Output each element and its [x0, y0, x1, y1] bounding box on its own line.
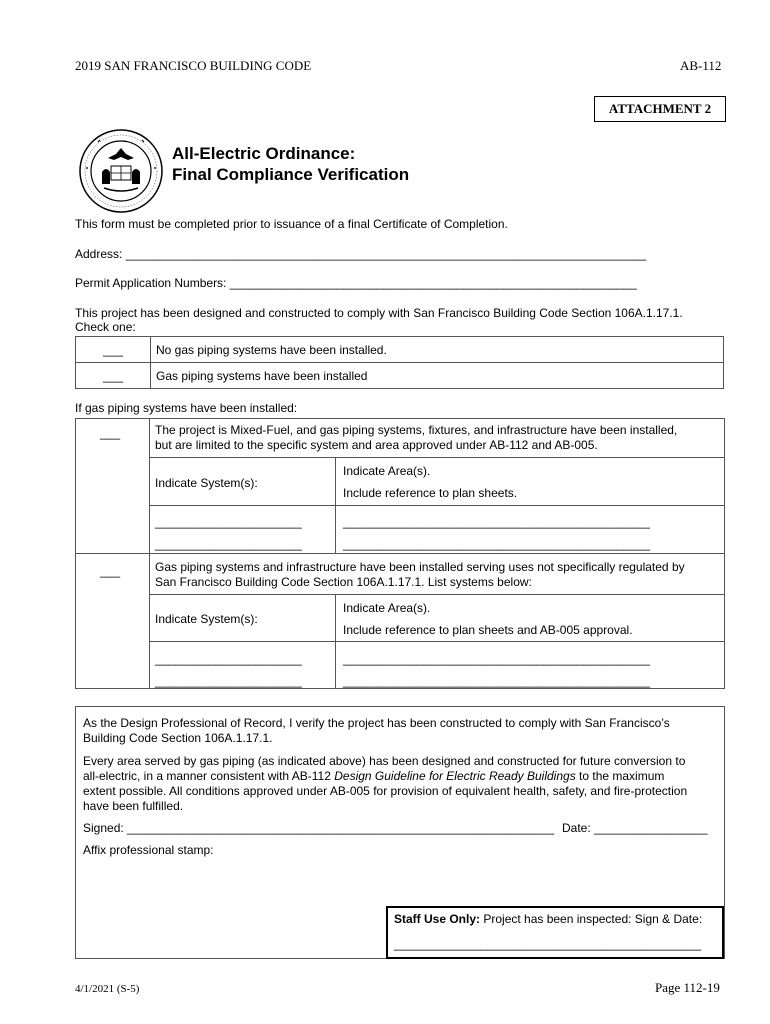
row-divider: [149, 594, 725, 595]
address-blank[interactable]: ______________________________________________________________________________: [125, 247, 647, 261]
mixed-fuel-text-2: but are limited to the specific system and area approved under AB-112 and AB-005.: [155, 438, 598, 452]
gas-heading: If gas piping systems have been installed:: [75, 401, 298, 415]
declaration-line-2: Building Code Section 106A.1.17.1.: [83, 731, 273, 745]
declaration-para-a: Every area served by gas piping (as indicated above) has been designed and constructed for future conversion to: [83, 754, 686, 768]
area-blank-2[interactable]: ______________________________________________: [343, 537, 650, 551]
declaration-para-c: extent possible. All conditions approved under AB-005 for provision of equivalent health, safety, and fire-protection: [83, 784, 688, 798]
option-blank[interactable]: ___: [76, 337, 151, 363]
check-one-label: Check one:: [75, 320, 136, 334]
area-blank-1[interactable]: ______________________________________________: [343, 515, 650, 529]
area-blank-1[interactable]: ______________________________________________: [343, 652, 650, 666]
declaration-para-b: all-electric, in a manner consistent with AB-112 Design Guideline for Electric Ready Buildings to the maximum: [83, 769, 665, 783]
revision-date: 4/1/2021 (S-5): [75, 983, 140, 995]
signed-blank[interactable]: ________________________________________________________________: [127, 821, 555, 835]
signed-label: Signed:: [83, 821, 124, 835]
form-title: All-Electric Ordinance: Final Compliance Verification: [172, 144, 410, 184]
attachment-label: ATTACHMENT 2: [594, 96, 726, 122]
system-blank-1[interactable]: ______________________: [155, 515, 302, 529]
system-blank-2[interactable]: ______________________: [155, 674, 302, 688]
indicate-system-label: Indicate System(s):: [155, 612, 258, 626]
indicate-area-label: Indicate Area(s).: [343, 464, 431, 478]
intro-text: This form must be completed prior to issuance of a final Certificate of Completion.: [75, 217, 508, 231]
area-blank-2[interactable]: ______________________________________________: [343, 674, 650, 688]
permit-label: Permit Application Numbers:: [75, 276, 227, 290]
unregulated-text-2: San Francisco Building Code Section 106A.1.17.1. List systems below:: [155, 575, 532, 589]
staff-use-label: Staff Use Only:: [394, 912, 481, 926]
declaration-para-d: have been fulfilled.: [83, 799, 184, 813]
option-label: No gas piping systems have been installed.: [151, 337, 724, 363]
declaration-line-1: As the Design Professional of Record, I verify the project has been constructed to comply with San Francisco’s: [83, 716, 670, 730]
date-blank[interactable]: _________________: [594, 821, 708, 835]
area-note: Include reference to plan sheets and AB-005 approval.: [343, 623, 633, 637]
city-seal-icon: [78, 128, 164, 214]
option-no-gas[interactable]: [76, 337, 724, 363]
row-divider: [149, 457, 725, 458]
permit-blank[interactable]: _____________________________________________________________: [229, 276, 637, 290]
permit-field[interactable]: [75, 276, 637, 290]
guideline-title: Design Guideline for Electric Ready Buildings: [334, 769, 576, 783]
staff-use-text: Staff Use Only: Project has been inspected: Sign & Date:: [394, 912, 703, 926]
compliance-statement: This project has been designed and constructed to comply with San Francisco Building Code Section 106A.1.17.1.: [75, 306, 683, 320]
unregulated-blank[interactable]: ___: [100, 564, 121, 578]
address-label: Address:: [75, 247, 123, 261]
code-id: AB-112: [680, 58, 722, 73]
option-label: Gas piping systems have been installed: [151, 363, 724, 389]
staff-signature-blank[interactable]: ______________________________________________: [394, 937, 701, 951]
system-blank-1[interactable]: ______________________: [155, 652, 302, 666]
code-title: 2019 SAN FRANCISCO BUILDING CODE: [75, 58, 312, 73]
indicate-system-label: Indicate System(s):: [155, 476, 258, 490]
check-one-table: [75, 336, 724, 389]
date-label: Date:: [562, 821, 591, 835]
area-note: Include reference to plan sheets.: [343, 486, 518, 500]
option-blank[interactable]: ___: [76, 363, 151, 389]
indicate-area-label: Indicate Area(s).: [343, 601, 431, 615]
row-divider: [149, 641, 725, 642]
row-divider: [149, 505, 725, 506]
system-blank-2[interactable]: ______________________: [155, 537, 302, 551]
page-number: Page 112-19: [655, 980, 720, 995]
mixed-fuel-text-1: The project is Mixed-Fuel, and gas piping systems, fixtures, and infrastructure have been installed,: [155, 423, 678, 437]
mixed-fuel-blank[interactable]: ___: [100, 426, 121, 440]
signature-field[interactable]: [83, 820, 554, 836]
option-gas-installed[interactable]: [76, 363, 724, 389]
date-field[interactable]: [562, 820, 708, 836]
stamp-label: Affix professional stamp:: [83, 843, 214, 857]
address-field[interactable]: [75, 247, 646, 261]
unregulated-text-1: Gas piping systems and infrastructure have been installed serving uses not specifically regulated by: [155, 560, 685, 574]
